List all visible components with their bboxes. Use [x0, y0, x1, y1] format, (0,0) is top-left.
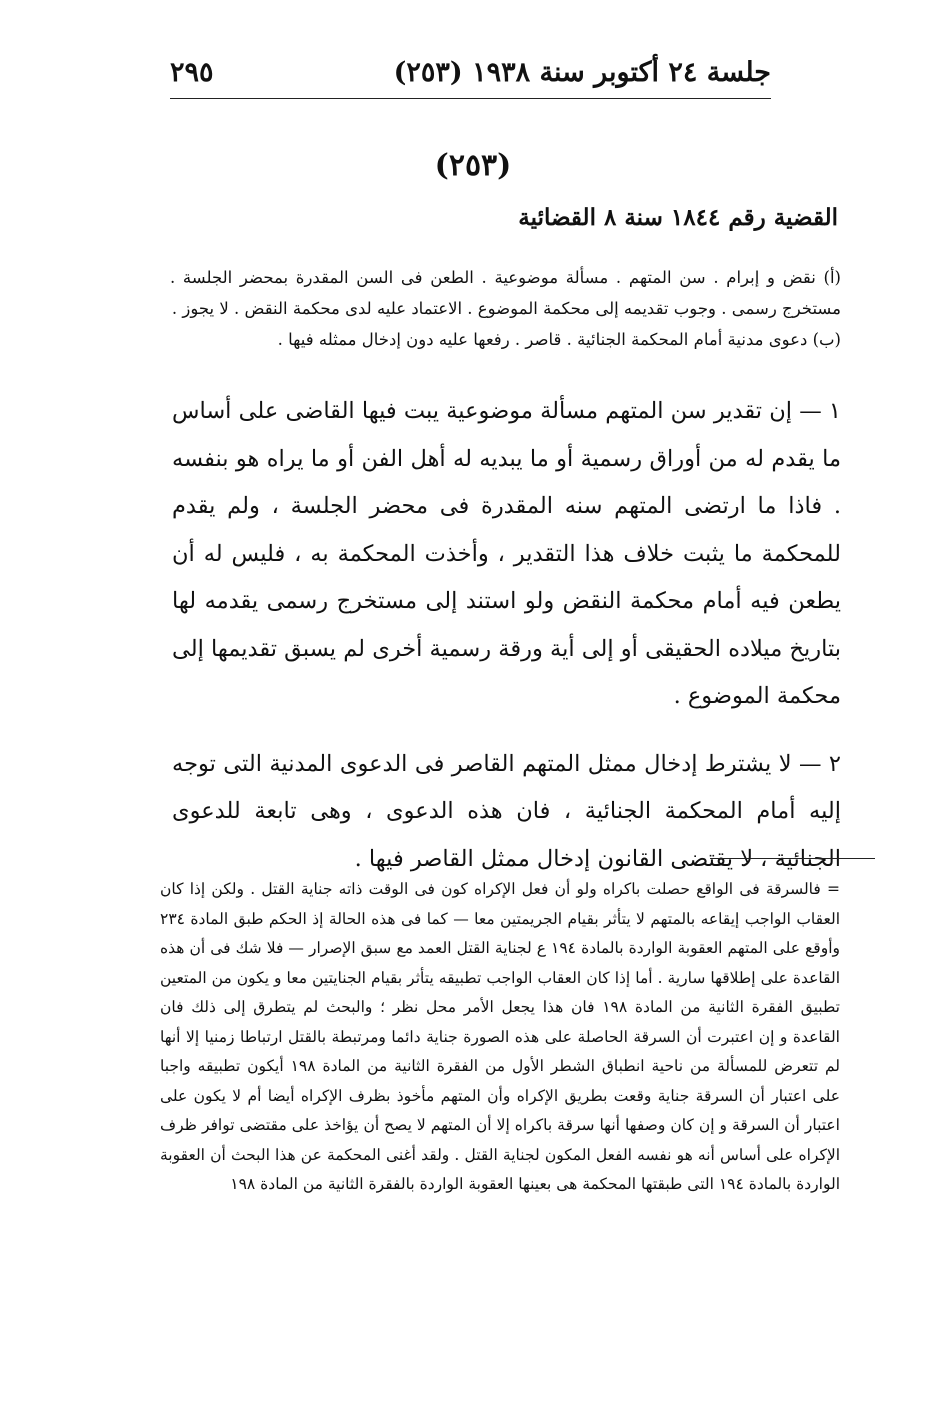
running-header: [170, 52, 771, 99]
case-number: (٢٥٣): [434, 148, 512, 183]
ruling-body: [172, 388, 841, 883]
headnote-b: (ب) دعوى مدنية أمام المحكمة الجنائية . قاصر . رفعها عليه دون إدخال ممثله فيها .: [277, 330, 841, 349]
headnotes: [170, 262, 841, 355]
ruling-paragraph-2: ٢ — لا يشترط إدخال ممثل المتهم القاصر فى الدعوى المدنية التى توجه إليه أمام المحكمة الجنائية ، فان هذه الدعوى ، وهى تابعة للدعوى الجنائية ، لا يقتضى القانون إدخال ممثل القاصر فيها .: [172, 750, 841, 872]
case-reference: القضية رقم ١٨٤٤ سنة ٨ القضائية: [518, 204, 838, 231]
footnote-text: = فالسرقة فى الواقع حصلت باكراه ولو أن فعل الإكراه كون فى الوقت ذاته جناية القتل . ولكن إذا كان العقاب الواجب إيقاعه بالمتهم لا يتأثر بقيام الجريمتين معا — كما فى هذه الحالة إذ الحكم طبق المادة ٢٣٤ وأوقع على المتهم العقوبة الواردة بالمادة ١٩٤ ع لجناية القتل العمد مع سبق الإصرار — فلا شك فى أن هذه القاعدة على إطلاقها سارية . أما إذا كان العقاب الواجب تطبيقه يتأثر بقيام الجنايتين معا و يكون من المتعين تطبيق الفقرة الثانية من المادة ١٩٨ فان هذا يجعل الأمر محل نظر ؛ والبحث لم يتطرق إلى ذلك فان القاعدة و إن اعتبرت أن السرقة الحاصلة على هذه الصورة جناية دائما ومرتبطة بالقتل ارتباطا زمنيا إلا أنها لم تتعرض للمسألة من ناحية انطباق الشطر الأول من الفقرة الثانية من المادة ١٩٨ أيكون تطبيقه واجبا على اعتبار أن السرقة جناية وقعت بطريق الإكراه وأن المتهم مأخوذ بظرف الإكراه أيضا أم لا يكون على اعتبار أن السرقة و إن كان وصفها أنها سرقة باكراه إلا أن المتهم لا يصح أن يؤاخذ على مقتضى توافر ظرف الإكراه على أساس أنه هو نفسه الفعل المكون لجناية القتل . ولقد أغنى المحكمة عن هذا البحث أن العقوبة الواردة بالمادة ١٩٤ التى طبقتها المحكمة هى بعينها العقوبة الواردة بالفقرة الثانية من المادة ١٩٨: [160, 880, 840, 1193]
footnote-separator: [710, 858, 875, 859]
headnote-a: (أ) نقض و إبرام . سن المتهم . مسألة موضوعية . الطعن فى السن المقدرة بمحضر الجلسة . مستخرج رسمى . وجوب تقديمه إلى محكمة الموضوع . الاعتماد عليه لدى محكمة النقض . لا يجوز .: [170, 268, 841, 318]
page-number: ٢٩٥: [170, 56, 214, 88]
footnote: [160, 875, 840, 1200]
header-title: جلسة ٢٤ أكتوبر سنة ١٩٣٨ (٢٥٣): [393, 56, 771, 88]
ruling-paragraph-1: ١ — إن تقدير سن المتهم مسألة موضوعية يبت فيها القاضى على أساس ما يقدم له من أوراق رسمية أو ما يبديه له أهل الفن أو ما يراه هو بنفسه . فاذا ما ارتضى المتهم سنه المقدرة فى محضر الجلسة ، ولم يقدم للمحكمة ما يثبت خلاف هذا التقدير ، وأخذت المحكمة به ، فليس له أن يطعن فيه أمام محكمة النقض ولو استند إلى مستخرج رسمى يقدمه لها بتاريخ ميلاده الحقيقى أو إلى أية ورقة رسمية أخرى لم يسبق تقديمها إلى محكمة الموضوع .: [172, 398, 841, 709]
